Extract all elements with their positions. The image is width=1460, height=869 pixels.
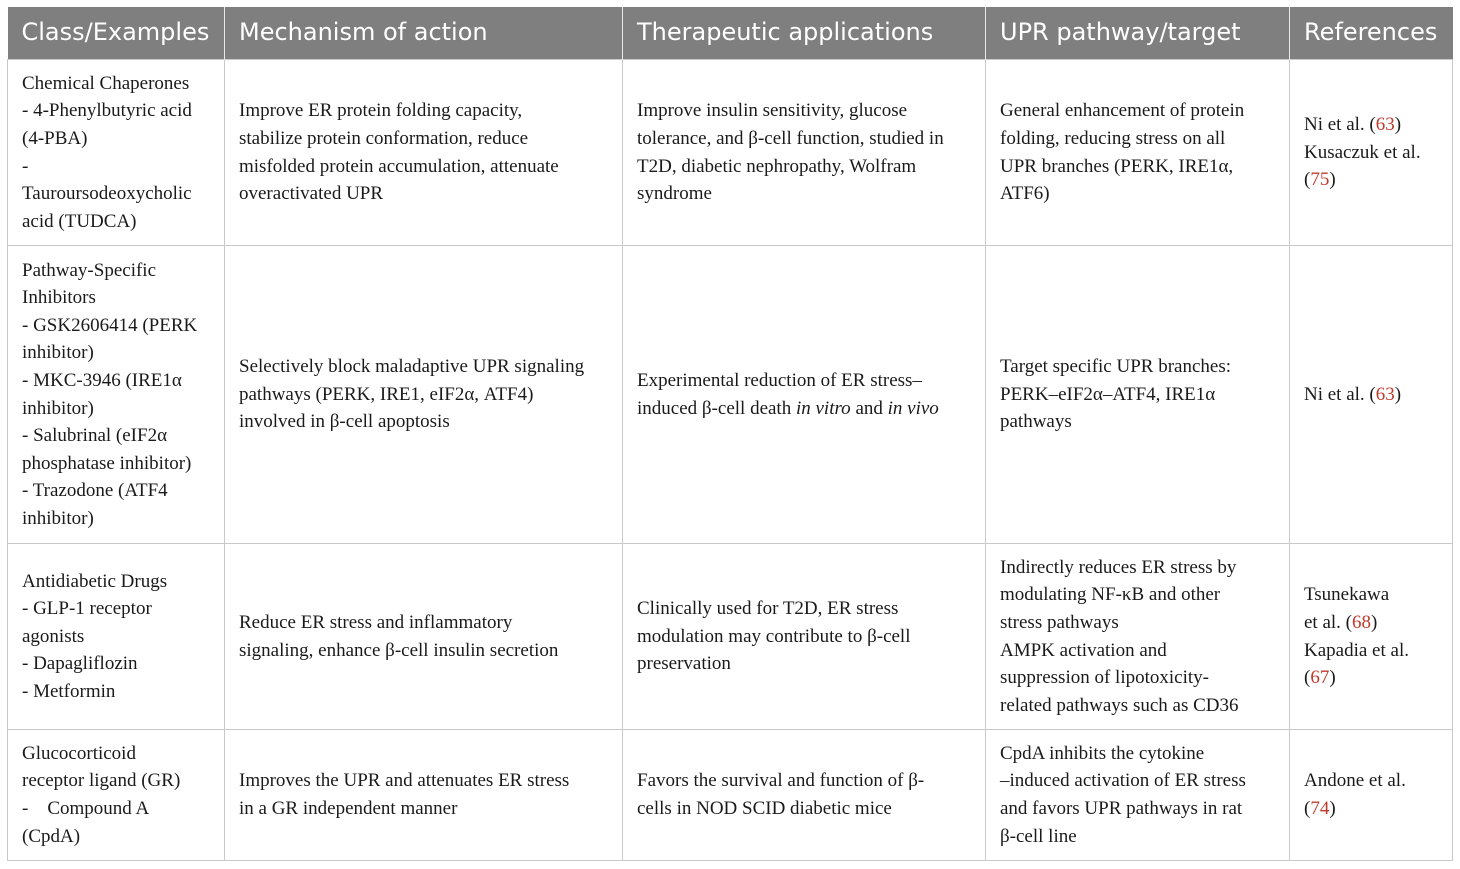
therapeutic-line: T2D, diabetic nephropathy, Wolfram bbox=[637, 155, 917, 177]
class-line: - 4-Phenylbutyric acid bbox=[22, 100, 192, 122]
therapeutic-line: syndrome bbox=[637, 183, 712, 205]
reference-line bbox=[1304, 381, 1438, 409]
cell-references bbox=[1290, 246, 1453, 544]
upr-line: UPR branches (PERK, IRE1α, bbox=[1000, 155, 1234, 177]
cell-therapeutic bbox=[623, 544, 986, 730]
reference-line bbox=[1304, 139, 1438, 167]
reference-line bbox=[1304, 166, 1438, 194]
class-line: agonists bbox=[22, 625, 85, 647]
cell-references bbox=[1290, 730, 1453, 861]
class-line: inhibitor) bbox=[22, 342, 94, 364]
ref-text: ) bbox=[1394, 383, 1402, 405]
class-line: - MKC-3946 (IRE1α bbox=[22, 369, 182, 391]
ref-text: Kapadia et al. bbox=[1304, 639, 1409, 661]
therapeutic-line: Clinically used for T2D, ER stress bbox=[637, 598, 899, 620]
upr-line: PERK–eIF2α–ATF4, IRE1α bbox=[1000, 383, 1216, 405]
upr-line: General enhancement of protein bbox=[1000, 100, 1245, 122]
upr-line: ATF6) bbox=[1000, 183, 1050, 205]
therapeutic-line: cells in NOD SCID diabetic mice bbox=[637, 798, 892, 819]
cell-therapeutic bbox=[623, 60, 986, 246]
class-line: phosphatase inhibitor) bbox=[22, 452, 192, 474]
mechanism-line: pathways (PERK, IRE1, eIF2α, ATF4) bbox=[239, 383, 534, 405]
upr-line: CpdA inhibits the cytokine bbox=[1000, 742, 1205, 764]
reference-link[interactable]: 68 bbox=[1352, 611, 1372, 633]
cell-references bbox=[1290, 60, 1453, 246]
cell-mechanism bbox=[225, 544, 623, 730]
class-line: - Metformin bbox=[22, 680, 116, 702]
cell-upr bbox=[986, 60, 1290, 246]
italic-in-vitro: in vitro bbox=[795, 397, 851, 419]
mechanism-line: signaling, enhance β-cell insulin secretion bbox=[239, 639, 559, 661]
table-row bbox=[8, 730, 1453, 861]
class-line: inhibitor) bbox=[22, 397, 94, 419]
class-line: Pathway-Specific bbox=[22, 259, 157, 281]
upr-line: –induced activation of ER stress bbox=[1000, 770, 1246, 792]
reference-link[interactable]: 67 bbox=[1310, 667, 1330, 689]
class-line: - Compound A bbox=[22, 798, 150, 819]
cell-class bbox=[8, 544, 225, 730]
ref-text: ) bbox=[1329, 798, 1336, 819]
class-line: - Dapagliflozin bbox=[22, 653, 138, 675]
mechanism-line: stabilize protein conformation, reduce bbox=[239, 127, 529, 149]
upr-line: modulating NF-κB and other bbox=[1000, 584, 1221, 606]
ref-text: et al. ( bbox=[1304, 611, 1353, 633]
class-line: (CpdA) bbox=[22, 825, 81, 847]
cell-class bbox=[8, 246, 225, 544]
therapeutic-line bbox=[637, 395, 971, 423]
col-header-references: References bbox=[1290, 7, 1453, 60]
therapeutic-line: Improve insulin sensitivity, glucose bbox=[637, 100, 908, 122]
therapeutic-line: Favors the survival and function of β- bbox=[637, 770, 925, 792]
ref-text: ( bbox=[1304, 667, 1311, 689]
cell-upr bbox=[986, 544, 1290, 730]
reference-line bbox=[1304, 664, 1438, 692]
ref-text: ) bbox=[1394, 114, 1402, 136]
mechanism-line: Reduce ER stress and inflammatory bbox=[239, 611, 513, 633]
ref-text: ) bbox=[1329, 169, 1336, 191]
table-row bbox=[8, 544, 1453, 730]
upr-line: β-cell line bbox=[1000, 825, 1077, 847]
therapeutics-table bbox=[7, 7, 1453, 861]
cell-mechanism bbox=[225, 246, 623, 544]
class-line: Inhibitors bbox=[22, 287, 96, 309]
upr-line: related pathways such as CD36 bbox=[1000, 694, 1239, 716]
class-line: Chemical Chaperones bbox=[22, 72, 190, 94]
ref-text: Andone et al. bbox=[1304, 770, 1406, 792]
upr-line: stress pathways bbox=[1000, 611, 1119, 633]
upr-line: folding, reducing stress on all bbox=[1000, 127, 1226, 149]
class-line: - GLP-1 receptor bbox=[22, 598, 152, 620]
therapeutic-line: tolerance, and β-cell function, studied in bbox=[637, 127, 944, 149]
mechanism-line: overactivated UPR bbox=[239, 183, 384, 205]
ref-text: Ni et al. ( bbox=[1304, 383, 1376, 405]
class-line: acid (TUDCA) bbox=[22, 210, 137, 232]
reference-line bbox=[1304, 581, 1438, 609]
reference-line bbox=[1304, 111, 1438, 139]
cell-upr bbox=[986, 246, 1290, 544]
class-line: - Salubrinal (eIF2α bbox=[22, 425, 168, 447]
mechanism-line: involved in β-cell apoptosis bbox=[239, 411, 450, 433]
reference-line bbox=[1304, 767, 1438, 795]
mechanism-line: Selectively block maladaptive UPR signaling bbox=[239, 356, 585, 378]
cell-class bbox=[8, 60, 225, 246]
col-header-class: Class/Examples bbox=[8, 7, 225, 60]
therapeutic-line: modulation may contribute to β-cell bbox=[637, 625, 911, 647]
mechanism-line: misfolded protein accumulation, attenuate bbox=[239, 155, 559, 177]
reference-link[interactable]: 75 bbox=[1310, 169, 1330, 191]
upr-line: Target specific UPR branches: bbox=[1000, 356, 1231, 378]
class-line: - GSK2606414 (PERK bbox=[22, 314, 198, 336]
upr-line: Indirectly reduces ER stress by bbox=[1000, 556, 1237, 578]
therapeutic-text: and bbox=[850, 397, 888, 419]
col-header-upr: UPR pathway/target bbox=[986, 7, 1290, 60]
italic-in-vivo: in vivo bbox=[887, 397, 939, 419]
cell-therapeutic bbox=[623, 246, 986, 544]
cell-upr bbox=[986, 730, 1290, 861]
header-row bbox=[8, 7, 1453, 60]
reference-link[interactable]: 63 bbox=[1375, 383, 1395, 405]
reference-link[interactable]: 74 bbox=[1310, 798, 1330, 819]
upr-line: and favors UPR pathways in rat bbox=[1000, 798, 1243, 819]
table-row bbox=[8, 60, 1453, 246]
class-line: Antidiabetic Drugs bbox=[22, 570, 168, 592]
mechanism-line: in a GR independent manner bbox=[239, 798, 458, 819]
therapeutic-line: preservation bbox=[637, 653, 731, 675]
cell-references bbox=[1290, 544, 1453, 730]
reference-line bbox=[1304, 637, 1438, 665]
upr-line: pathways bbox=[1000, 411, 1072, 433]
therapeutic-text: induced β-cell death bbox=[637, 397, 796, 419]
ref-text: Kusaczuk et al. bbox=[1304, 141, 1421, 163]
cell-mechanism bbox=[225, 730, 623, 861]
col-header-therapeutic: Therapeutic applications bbox=[623, 7, 986, 60]
class-line: - bbox=[22, 155, 29, 177]
cell-class bbox=[8, 730, 225, 861]
upr-line: AMPK activation and bbox=[1000, 639, 1167, 661]
class-line: Glucocorticoid bbox=[22, 742, 136, 764]
cell-therapeutic bbox=[623, 730, 986, 861]
table-row bbox=[8, 246, 1453, 544]
class-line: Tauroursodeoxycholic bbox=[22, 183, 192, 205]
ref-text: ) bbox=[1371, 611, 1378, 633]
ref-text: ) bbox=[1329, 667, 1336, 689]
mechanism-line: Improve ER protein folding capacity, bbox=[239, 100, 523, 122]
ref-text: ( bbox=[1304, 169, 1311, 191]
mechanism-line: Improves the UPR and attenuates ER stress bbox=[239, 770, 570, 792]
class-line: inhibitor) bbox=[22, 507, 94, 529]
class-line: - Trazodone (ATF4 bbox=[22, 480, 168, 502]
ref-text: Tsunekawa bbox=[1304, 584, 1390, 606]
upr-line: suppression of lipotoxicity- bbox=[1000, 667, 1209, 689]
reference-line bbox=[1304, 795, 1438, 823]
ref-text: ( bbox=[1304, 798, 1311, 819]
col-header-mechanism: Mechanism of action bbox=[225, 7, 623, 60]
class-line: receptor ligand (GR) bbox=[22, 770, 181, 792]
cell-mechanism bbox=[225, 60, 623, 246]
therapeutic-line: Experimental reduction of ER stress– bbox=[637, 369, 922, 391]
class-line: (4-PBA) bbox=[22, 127, 88, 149]
reference-line bbox=[1304, 609, 1438, 637]
ref-text: Ni et al. ( bbox=[1304, 114, 1376, 136]
reference-link[interactable]: 63 bbox=[1375, 114, 1395, 136]
